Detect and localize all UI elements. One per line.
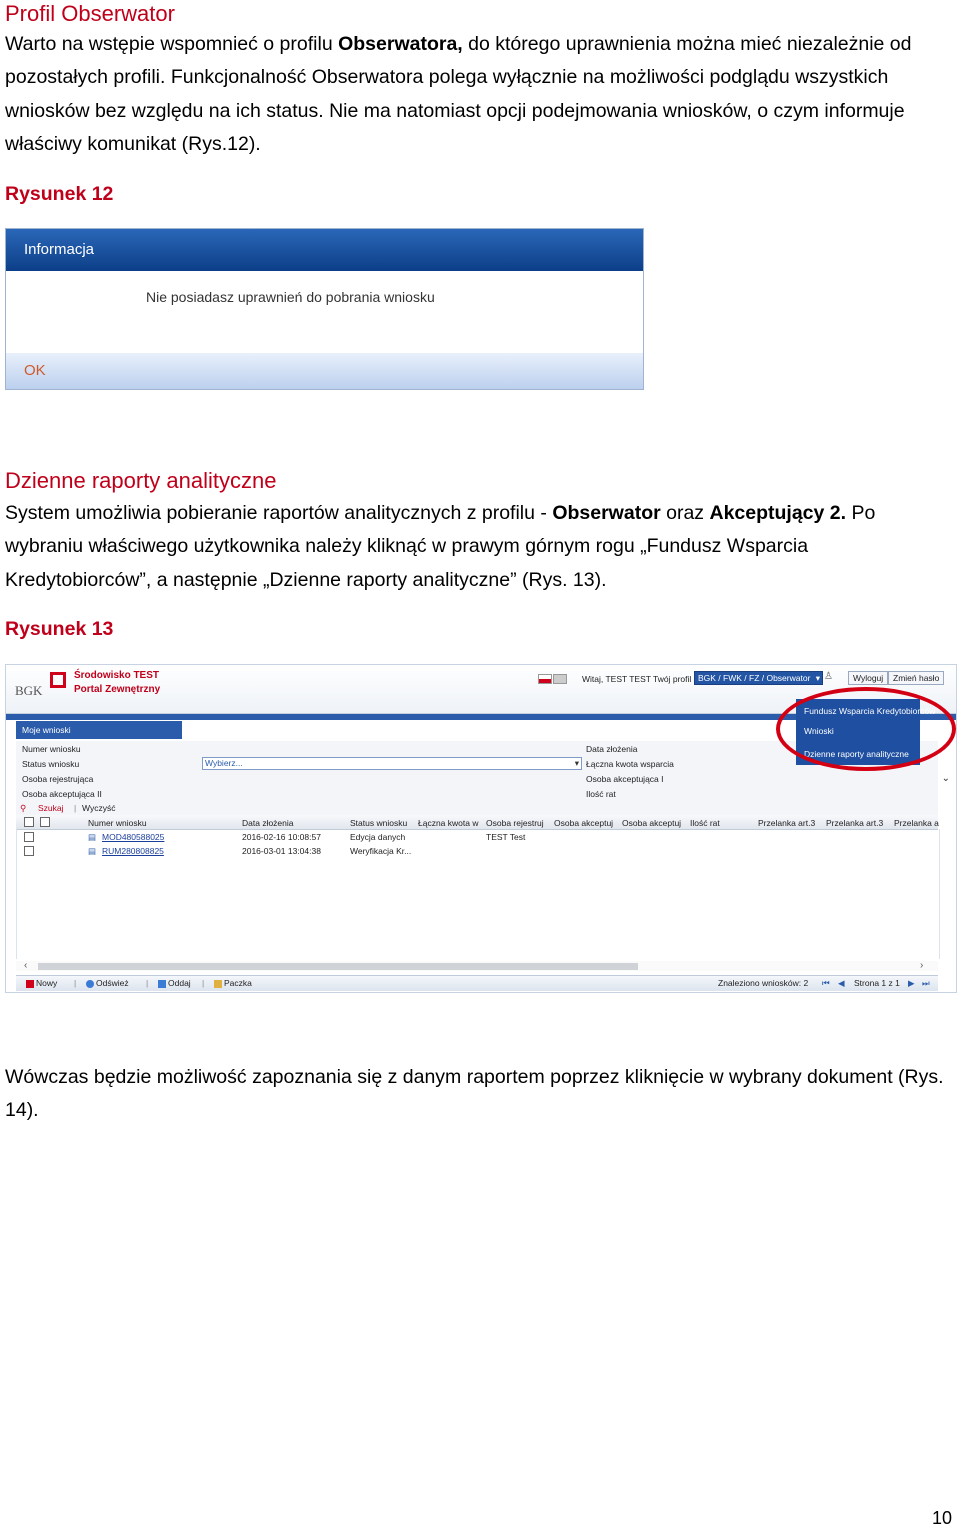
filter-label: Osoba akceptująca I [586,774,664,784]
row-status: Edycja danych [350,832,406,842]
filter-label: Numer wniosku [22,744,81,754]
observer-paragraph [5,28,957,162]
column-header[interactable]: Przelanka art.3 [758,818,816,828]
observer-paragraph-part: do którego uprawnienia można mieć niezależnie od pozostałych profili. Funkcjonalność Obserwatora polega wyłącznie na możliwości podglądu wszystkich wniosków bez względu na ich status. Nie ma natomiast opcji podejmowania wniosków, o czym informuje właściwy komunikat (Rys.12). [5,33,912,156]
select-all-checkbox-2[interactable] [40,817,50,827]
reports-bold-acceptor: Akceptujący 2. [709,502,847,524]
search-icon[interactable]: ⚲ [20,803,27,813]
page-indicator: Strona 1 z 1 [854,978,900,988]
environment-label: Środowisko TEST [74,670,160,681]
clear-button[interactable]: Wyczyść [82,803,116,813]
application-number-link[interactable]: RUM280808825 [102,846,164,856]
filter-label: Łączna kwota wsparcia [586,759,674,769]
last-page-icon[interactable]: ⏭ [922,978,930,988]
column-header[interactable]: Ilość rat [690,818,720,828]
column-header[interactable]: Numer wniosku [88,818,147,828]
reports-paragraph-part: Po wybraniu właściwego użytkownika należy kliknąć w prawym górnym rogu „Fundusz Wsparcia Kredytobiorców”, a następnie „Dzienne raporty analityczne” (Rys. 13). [5,502,876,591]
column-header[interactable]: Status wniosku [350,818,408,828]
polish-flag-icon[interactable] [538,674,552,684]
user-icon[interactable]: ♙ [824,671,833,682]
refresh-label: Odśwież [96,978,129,988]
submit-icon [158,980,166,988]
logout-button[interactable]: Wyloguj [848,671,888,685]
grid-body [16,829,940,959]
page-number: 10 [931,1508,952,1528]
profile-select-value: BGK / FWK / FZ / Obserwator [698,673,811,683]
filter-actions [16,801,938,815]
status-select[interactable] [202,757,582,770]
column-header[interactable]: Przelanka a [894,818,939,828]
refresh-icon [86,980,94,988]
new-icon [26,980,34,988]
welcome-text: Witaj, TEST TEST Twój profil [582,674,692,684]
status-select-value: Wybierz... [205,758,243,768]
column-header[interactable]: Łączna kwota w [418,818,479,828]
package-label: Paczka [224,978,252,988]
row-status: Weryfikacja Kr... [350,846,412,856]
grid-header [16,815,938,830]
application-number-link[interactable]: MOD480588025 [102,832,165,842]
submit-button[interactable] [158,976,191,991]
dialog-message: Nie posiadasz uprawnień do pobrania wniosku [146,289,435,305]
closing-paragraph: Wówczas będzie możliwość zapoznania się z danym raportem poprzez kliknięcie w wybrany dokument (Rys. 14). [5,1066,944,1122]
filter-label: Data złożenia [586,744,638,754]
profile-select[interactable] [694,671,823,685]
document-icon: ▤ [88,846,97,856]
chevron-down-icon[interactable]: ⌄ [941,773,950,784]
chevron-down-icon: ▾ [574,758,579,768]
chevron-right-icon[interactable]: › [920,960,924,971]
divider: | [202,978,205,988]
row-date: 2016-02-16 10:08:57 [242,832,321,842]
reports-paragraph [5,497,957,597]
portal-screenshot [5,664,957,993]
observer-paragraph-part: Warto na wstępie wspomnieć o profilu [5,33,339,55]
divider: | [74,978,77,988]
highlight-ring [776,687,956,771]
chevron-left-icon[interactable]: ‹ [24,960,28,971]
first-page-icon[interactable]: ⏮ [822,978,830,988]
next-page-icon[interactable]: ▶ [908,978,915,988]
horizontal-scrollbar[interactable] [16,961,938,971]
new-label: Nowy [36,978,58,988]
divider: | [146,978,149,988]
dialog-footer [6,353,643,389]
info-dialog [5,228,644,390]
reports-paragraph-part: System umożliwia pobieranie raportów analitycznych z profilu - [5,502,553,524]
reports-bold-observer: Obserwator [552,502,661,524]
section-title-reports: Dzienne raporty analityczne [5,468,277,493]
bgk-logo-square-icon [50,672,66,688]
scrollbar-thumb[interactable] [38,963,638,970]
menu-item-daily-reports[interactable]: Dzienne raporty analityczne [804,749,909,759]
column-header[interactable]: Osoba akceptuj [554,818,614,828]
observer-bold: Obserwatora, [338,33,463,55]
select-all-checkbox[interactable] [24,817,34,827]
prev-page-icon[interactable]: ◀ [838,978,845,988]
document-icon: ▤ [88,832,97,842]
package-icon [214,980,222,988]
english-flag-icon[interactable] [553,674,567,684]
divider: | [74,803,77,813]
tab-my-applications[interactable]: Moje wnioski [16,721,182,739]
menu-title-fund[interactable]: Fundusz Wsparcia Kredytobiorców [804,706,936,716]
dialog-titlebar [6,229,643,271]
figure-caption-13: Rysunek 13 [5,618,114,640]
grid-toolbar [16,975,938,991]
column-header[interactable]: Osoba akceptuj [622,818,682,828]
column-header[interactable]: Przelanka art.3 [826,818,884,828]
column-header[interactable]: Data złożenia [242,818,294,828]
ok-button[interactable]: OK [24,362,46,379]
found-count: Znaleziono wniosków: 2 [718,978,809,988]
figure-caption-12: Rysunek 12 [5,183,114,205]
bgk-logo: BGK [15,683,43,698]
menu-item-applications[interactable]: Wnioski [804,726,834,736]
filter-label: Osoba akceptująca II [22,789,102,799]
chevron-down-icon: ▾ [815,673,820,683]
dialog-title: Informacja [24,241,95,258]
filter-label: Ilość rat [586,789,616,799]
change-password-button[interactable]: Zmień hasło [888,671,944,685]
submit-label: Oddaj [168,978,191,988]
filter-label: Status wniosku [22,759,80,769]
row-date: 2016-03-01 13:04:38 [242,846,321,856]
search-button[interactable]: Szukaj [38,803,64,813]
row-registrant: TEST Test [486,832,526,842]
portal-label: Portal Zewnętrzny [74,684,161,695]
section-title-observer: Profil Obserwator [5,1,175,26]
refresh-button[interactable] [86,976,129,991]
package-button[interactable] [214,976,252,991]
new-button[interactable] [26,976,57,991]
filter-label: Osoba rejestrująca [22,774,94,784]
reports-paragraph-part: oraz [660,502,710,524]
column-header[interactable]: Osoba rejestruj [486,818,544,828]
